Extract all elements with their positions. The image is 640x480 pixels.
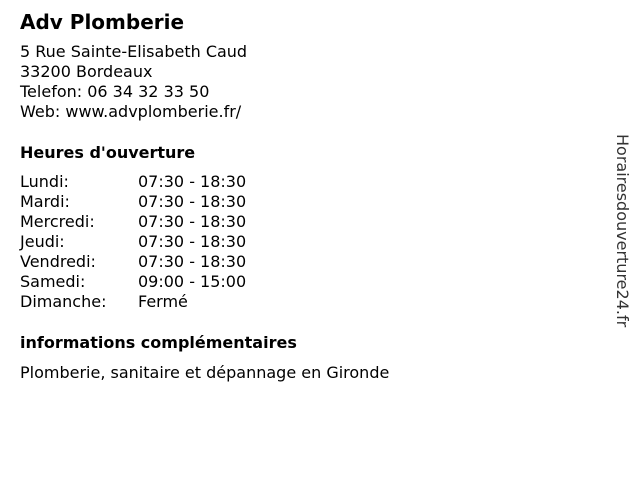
hours-time: 07:30 - 18:30 bbox=[138, 252, 247, 271]
hours-row-thursday bbox=[20, 232, 580, 252]
hours-day: Vendredi: bbox=[20, 252, 96, 271]
hours-time: 07:30 - 18:30 bbox=[138, 192, 247, 211]
business-name: Adv Plomberie bbox=[20, 10, 185, 34]
hours-title: Heures d'ouverture bbox=[20, 143, 196, 162]
hours-time: 09:00 - 15:00 bbox=[138, 272, 247, 291]
hours-day: Samedi: bbox=[20, 272, 86, 291]
hours-row-friday bbox=[20, 252, 580, 272]
hours-day: Dimanche: bbox=[20, 292, 107, 311]
phone-line: Telefon: 06 34 32 33 50 bbox=[20, 82, 210, 101]
hours-row-tuesday bbox=[20, 192, 580, 212]
hours-row-sunday bbox=[20, 292, 580, 312]
hours-row-monday bbox=[20, 172, 580, 192]
hours-time: 07:30 - 18:30 bbox=[138, 232, 247, 251]
business-card bbox=[20, 10, 580, 383]
hours-time: 07:30 - 18:30 bbox=[138, 172, 247, 191]
hours-day: Jeudi: bbox=[20, 232, 65, 251]
address-city: 33200 Bordeaux bbox=[20, 62, 153, 81]
hours-row-wednesday bbox=[20, 212, 580, 232]
hours-table bbox=[20, 172, 580, 312]
hours-day: Lundi: bbox=[20, 172, 69, 191]
info-title: informations complémentaires bbox=[20, 333, 297, 352]
hours-day: Mercredi: bbox=[20, 212, 95, 231]
address-street: 5 Rue Sainte-Elisabeth Caud bbox=[20, 42, 248, 61]
hours-row-saturday bbox=[20, 272, 580, 292]
hours-day: Mardi: bbox=[20, 192, 70, 211]
hours-time: Fermé bbox=[138, 292, 188, 311]
hours-time: 07:30 - 18:30 bbox=[138, 212, 247, 231]
info-text: Plomberie, sanitaire et dépannage en Gironde bbox=[20, 363, 390, 382]
web-line: Web: www.advplomberie.fr/ bbox=[20, 102, 242, 121]
site-watermark: Horairesdouverture24.fr bbox=[613, 134, 632, 328]
